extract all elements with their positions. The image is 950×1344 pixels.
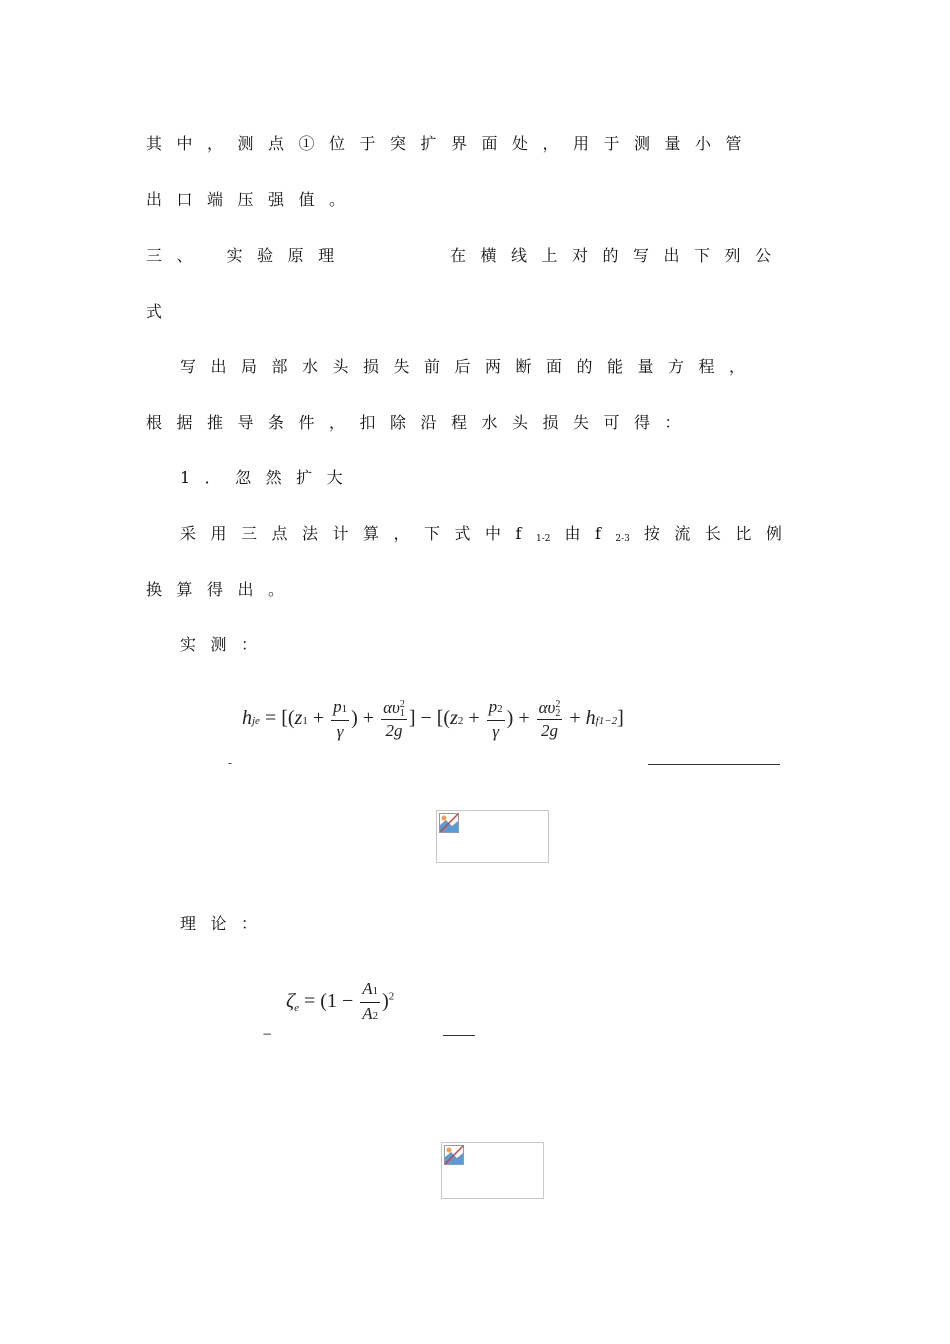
formula-superscript: ′ <box>294 990 297 1003</box>
formula-operator: ) + <box>506 707 535 730</box>
subscript: 2-3 <box>615 534 630 544</box>
formula-operator: ) + <box>351 707 380 730</box>
formula-symbol: ζ <box>286 990 295 1013</box>
formula-subscript: 2 <box>555 708 561 720</box>
list-item-heading: 1．忽然扩大 <box>180 468 358 487</box>
formula-operator: ] <box>617 707 624 730</box>
fraction <box>487 696 505 743</box>
formula-operator: + <box>463 707 485 730</box>
dash-mark: - <box>228 756 233 770</box>
heading-instruction: 在横线上对的写出下列公 <box>450 246 786 265</box>
text-span: 采用三点法计算，下式中f <box>180 524 536 543</box>
formula-subscript: 2 <box>497 703 503 715</box>
formula-subscript: e <box>294 1001 299 1014</box>
subscript: 1-2 <box>535 534 551 544</box>
theory-label: 理论： <box>180 914 272 933</box>
fraction <box>537 697 563 742</box>
formula-symbol: p <box>333 697 342 716</box>
formula-operator: + <box>307 707 330 730</box>
formula-symbol: γ <box>336 722 344 741</box>
answer-blank-line <box>648 764 780 765</box>
section-heading: 三、 实验原理 <box>146 246 349 265</box>
paragraph-line: 换算得出。 <box>146 580 299 599</box>
broken-image-icon <box>444 1145 464 1165</box>
formula-subscript: 1 <box>399 708 405 720</box>
paragraph-line: 其中，测点①位于突扩界面处，用于测量小管 <box>146 134 757 153</box>
formula-operator: = (1 − <box>299 990 359 1013</box>
formula-symbol: γ <box>492 722 500 741</box>
fraction <box>360 978 380 1027</box>
paragraph-line: 出口端压强值。 <box>146 190 360 209</box>
broken-image-icon <box>439 813 459 833</box>
formula-superscript: 2 <box>399 699 405 711</box>
formula-symbol: z <box>294 707 303 730</box>
formula-subscript: 1 <box>372 985 379 997</box>
formula-subscript: 2 <box>457 715 464 728</box>
formula-subscript: je <box>252 715 260 728</box>
heading-continuation: 式 <box>146 302 177 321</box>
formula-operator: = [( <box>264 707 295 730</box>
formula-symbol: 2g <box>540 721 558 740</box>
formula-symbol: αυ <box>538 698 556 717</box>
formula-symbol: A <box>362 979 373 998</box>
formula-symbol: p <box>488 697 498 716</box>
formula-operator: ] − [( <box>408 707 451 730</box>
formula-measured <box>242 696 624 743</box>
formula-symbol: αυ <box>383 698 400 717</box>
formula-operator: + <box>564 707 586 730</box>
formula-subscript: 1 <box>302 715 308 728</box>
answer-blank-line <box>443 1035 475 1036</box>
dash-mark: − <box>262 1027 273 1041</box>
formula-subscript: 2 <box>372 1010 379 1022</box>
formula-subscript: 1 <box>341 703 348 715</box>
formula-symbol: 2g <box>385 721 403 740</box>
formula-subscript: f1−2 <box>595 715 618 728</box>
paragraph-line <box>180 524 796 549</box>
formula-symbol: A <box>362 1004 373 1023</box>
formula-symbol: h <box>242 707 252 730</box>
formula-symbol: z <box>450 707 458 730</box>
formula-symbol: h <box>585 707 596 730</box>
paragraph-line: 写出局部水头损失前后两断面的能量方程， <box>180 357 760 376</box>
text-span: 由f <box>564 524 616 543</box>
text-span: 按流长比例 <box>643 524 797 543</box>
fraction <box>331 696 349 743</box>
formula-operator: ) <box>382 990 389 1013</box>
embedded-image-placeholder <box>441 1142 544 1199</box>
formula-superscript: 2 <box>555 699 561 711</box>
measured-label: 实测： <box>180 635 272 654</box>
paragraph-line: 根据推导条件，扣除沿程水头损失可得： <box>146 413 696 432</box>
formula-theory <box>286 978 394 1027</box>
embedded-image-placeholder <box>436 810 549 863</box>
formula-superscript: 2 <box>388 990 395 1003</box>
fraction <box>381 697 407 742</box>
